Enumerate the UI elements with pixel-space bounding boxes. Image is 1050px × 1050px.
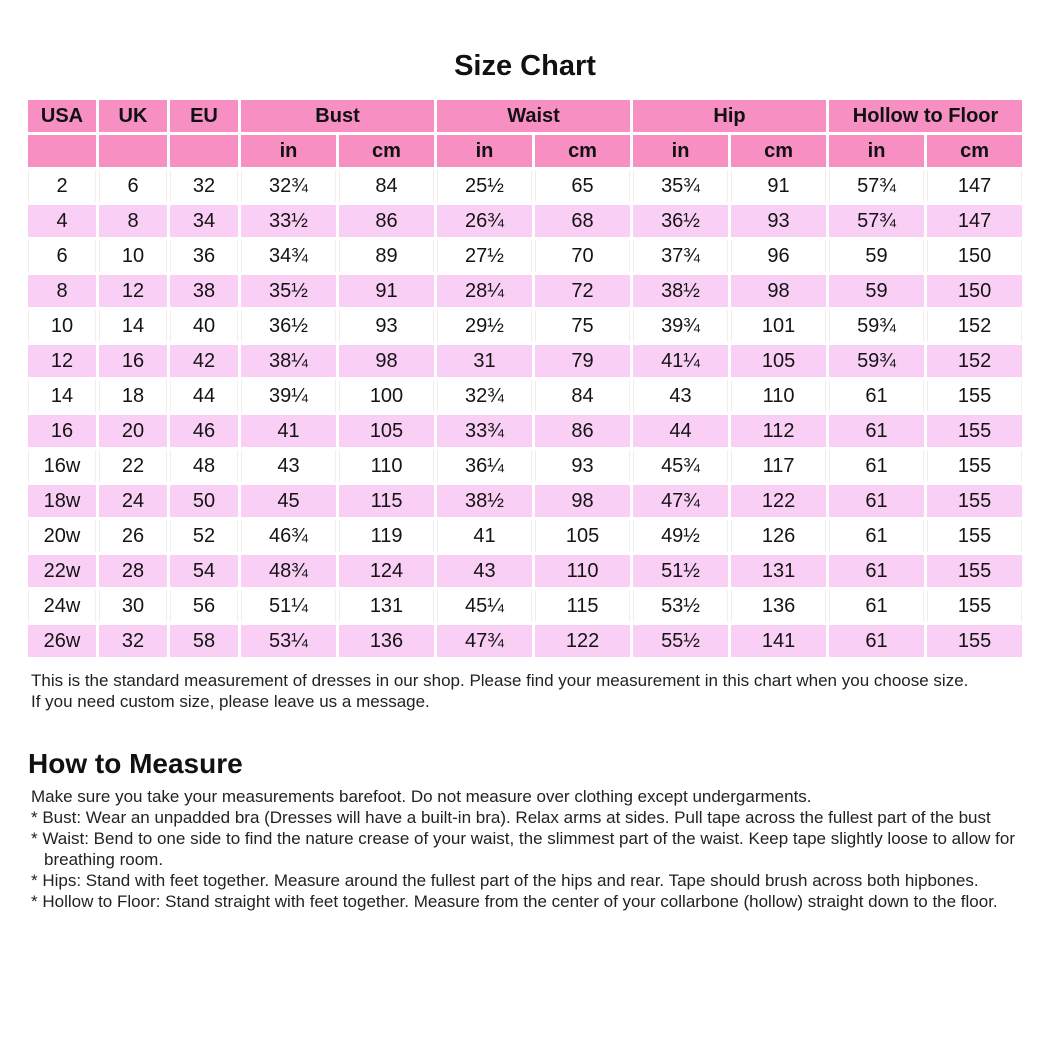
table-cell: 38 xyxy=(170,275,238,307)
table-cell: 26w xyxy=(28,625,96,657)
measure-line: * Waist: Bend to one side to find the nature crease of your waist, the slimmest part of the waist. Keep tape slightly loose to allow for xyxy=(31,829,1015,848)
table-cell: 93 xyxy=(339,310,434,342)
table-cell: 110 xyxy=(731,380,826,412)
table-cell: 61 xyxy=(829,485,924,517)
measure-line: Make sure you take your measurements barefoot. Do not measure over clothing except undergarments. xyxy=(31,787,812,806)
table-cell: 141 xyxy=(731,625,826,657)
table-cell: 32 xyxy=(170,170,238,202)
table-cell: 20 xyxy=(99,415,167,447)
unit-header-empty xyxy=(170,135,238,167)
table-cell: 41 xyxy=(241,415,336,447)
table-cell: 56 xyxy=(170,590,238,622)
unit-header-empty xyxy=(99,135,167,167)
table-cell: 51¼ xyxy=(241,590,336,622)
table-cell: 36½ xyxy=(241,310,336,342)
table-cell: 45¼ xyxy=(437,590,532,622)
table-cell: 24 xyxy=(99,485,167,517)
table-cell: 155 xyxy=(927,555,1022,587)
measure-line: * Hips: Stand with feet together. Measure around the fullest part of the hips and rear. Tape should brush across both hipbones. xyxy=(31,871,979,890)
table-cell: 45¾ xyxy=(633,450,728,482)
table-cell: 31 xyxy=(437,345,532,377)
table-cell: 37¾ xyxy=(633,240,728,272)
table-cell: 12 xyxy=(99,275,167,307)
table-cell: 155 xyxy=(927,380,1022,412)
table-cell: 122 xyxy=(535,625,630,657)
table-cell: 38½ xyxy=(437,485,532,517)
table-cell: 150 xyxy=(927,240,1022,272)
table-row-size-20w xyxy=(28,520,1022,552)
table-cell: 36 xyxy=(170,240,238,272)
table-cell: 12 xyxy=(28,345,96,377)
note-line: This is the standard measurement of dresses in our shop. Please find your measurement in this chart when you choose size. xyxy=(31,671,969,690)
table-cell: 58 xyxy=(170,625,238,657)
table-row-size-6 xyxy=(28,240,1022,272)
table-cell: 86 xyxy=(535,415,630,447)
table-cell: 84 xyxy=(339,170,434,202)
table-cell: 105 xyxy=(535,520,630,552)
table-cell: 39¾ xyxy=(633,310,728,342)
table-cell: 98 xyxy=(535,485,630,517)
table-cell: 59 xyxy=(829,275,924,307)
table-cell: 59 xyxy=(829,240,924,272)
table-cell: 39¼ xyxy=(241,380,336,412)
table-cell: 29½ xyxy=(437,310,532,342)
table-cell: 155 xyxy=(927,415,1022,447)
table-cell: 27½ xyxy=(437,240,532,272)
table-cell: 115 xyxy=(339,485,434,517)
table-cell: 52 xyxy=(170,520,238,552)
table-cell: 152 xyxy=(927,310,1022,342)
size-notes xyxy=(31,670,1050,712)
table-cell: 8 xyxy=(99,205,167,237)
header-row-groups xyxy=(28,100,1022,132)
table-cell: 84 xyxy=(535,380,630,412)
table-cell: 46¾ xyxy=(241,520,336,552)
table-cell: 152 xyxy=(927,345,1022,377)
table-row-size-2 xyxy=(28,170,1022,202)
how-to-measure-instructions xyxy=(31,786,1050,912)
column-header-hollow-to-floor: Hollow to Floor xyxy=(829,100,1022,132)
column-header-eu: EU xyxy=(170,100,238,132)
size-chart-table xyxy=(25,97,1025,660)
table-cell: 49½ xyxy=(633,520,728,552)
table-cell: 47¾ xyxy=(633,485,728,517)
table-cell: 25½ xyxy=(437,170,532,202)
table-cell: 32¾ xyxy=(437,380,532,412)
table-row-size-10 xyxy=(28,310,1022,342)
table-cell: 44 xyxy=(170,380,238,412)
unit-header-empty xyxy=(28,135,96,167)
table-cell: 42 xyxy=(170,345,238,377)
table-cell: 35½ xyxy=(241,275,336,307)
header-row-units xyxy=(28,135,1022,167)
table-cell: 33¾ xyxy=(437,415,532,447)
column-header-hip: Hip xyxy=(633,100,826,132)
table-cell: 59¾ xyxy=(829,310,924,342)
table-cell: 46 xyxy=(170,415,238,447)
table-cell: 155 xyxy=(927,485,1022,517)
table-cell: 105 xyxy=(731,345,826,377)
measure-line: * Bust: Wear an unpadded bra (Dresses will have a built-in bra). Relax arms at sides. Pull tape across the fullest part of the bust xyxy=(31,808,991,827)
table-cell: 2 xyxy=(28,170,96,202)
table-cell: 101 xyxy=(731,310,826,342)
table-cell: 6 xyxy=(99,170,167,202)
table-cell: 98 xyxy=(339,345,434,377)
table-row-size-16 xyxy=(28,415,1022,447)
unit-header-in: in xyxy=(241,135,336,167)
table-cell: 22w xyxy=(28,555,96,587)
table-cell: 16 xyxy=(99,345,167,377)
column-header-uk: UK xyxy=(99,100,167,132)
table-cell: 136 xyxy=(731,590,826,622)
table-row-size-12 xyxy=(28,345,1022,377)
table-cell: 26¾ xyxy=(437,205,532,237)
table-cell: 54 xyxy=(170,555,238,587)
table-cell: 147 xyxy=(927,170,1022,202)
table-cell: 40 xyxy=(170,310,238,342)
table-cell: 28¼ xyxy=(437,275,532,307)
table-cell: 22 xyxy=(99,450,167,482)
table-cell: 72 xyxy=(535,275,630,307)
table-cell: 65 xyxy=(535,170,630,202)
table-cell: 115 xyxy=(535,590,630,622)
table-cell: 26 xyxy=(99,520,167,552)
column-header-waist: Waist xyxy=(437,100,630,132)
unit-header-cm: cm xyxy=(731,135,826,167)
table-cell: 20w xyxy=(28,520,96,552)
table-cell: 44 xyxy=(633,415,728,447)
table-row-size-18w xyxy=(28,485,1022,517)
table-cell: 43 xyxy=(241,450,336,482)
table-cell: 68 xyxy=(535,205,630,237)
table-cell: 45 xyxy=(241,485,336,517)
table-cell: 30 xyxy=(99,590,167,622)
table-cell: 28 xyxy=(99,555,167,587)
table-cell: 147 xyxy=(927,205,1022,237)
table-cell: 122 xyxy=(731,485,826,517)
table-cell: 8 xyxy=(28,275,96,307)
table-cell: 53¼ xyxy=(241,625,336,657)
table-cell: 131 xyxy=(731,555,826,587)
table-cell: 36¼ xyxy=(437,450,532,482)
table-row-size-16w xyxy=(28,450,1022,482)
table-cell: 16w xyxy=(28,450,96,482)
table-cell: 14 xyxy=(28,380,96,412)
table-cell: 131 xyxy=(339,590,434,622)
table-cell: 91 xyxy=(731,170,826,202)
unit-header-in: in xyxy=(633,135,728,167)
table-cell: 50 xyxy=(170,485,238,517)
table-cell: 110 xyxy=(339,450,434,482)
table-cell: 43 xyxy=(633,380,728,412)
table-cell: 150 xyxy=(927,275,1022,307)
how-to-measure-heading: How to Measure xyxy=(28,748,243,779)
table-cell: 70 xyxy=(535,240,630,272)
table-cell: 61 xyxy=(829,590,924,622)
note-line: If you need custom size, please leave us a message. xyxy=(31,692,430,711)
table-cell: 18 xyxy=(99,380,167,412)
table-cell: 119 xyxy=(339,520,434,552)
table-row-size-4 xyxy=(28,205,1022,237)
table-cell: 93 xyxy=(731,205,826,237)
unit-header-cm: cm xyxy=(535,135,630,167)
table-cell: 100 xyxy=(339,380,434,412)
column-header-bust: Bust xyxy=(241,100,434,132)
table-cell: 10 xyxy=(28,310,96,342)
table-cell: 61 xyxy=(829,520,924,552)
table-cell: 47¾ xyxy=(437,625,532,657)
table-cell: 98 xyxy=(731,275,826,307)
table-cell: 155 xyxy=(927,625,1022,657)
table-cell: 91 xyxy=(339,275,434,307)
table-cell: 57¾ xyxy=(829,170,924,202)
table-cell: 41 xyxy=(437,520,532,552)
measure-line: * Hollow to Floor: Stand straight with feet together. Measure from the center of your collarbone (hollow) straight down to the floor. xyxy=(31,892,998,911)
column-header-usa: USA xyxy=(28,100,96,132)
table-cell: 43 xyxy=(437,555,532,587)
table-cell: 51½ xyxy=(633,555,728,587)
table-cell: 117 xyxy=(731,450,826,482)
table-cell: 61 xyxy=(829,415,924,447)
table-cell: 112 xyxy=(731,415,826,447)
table-cell: 24w xyxy=(28,590,96,622)
table-cell: 105 xyxy=(339,415,434,447)
table-cell: 75 xyxy=(535,310,630,342)
page-title: Size Chart xyxy=(454,50,596,82)
table-cell: 10 xyxy=(99,240,167,272)
table-row-size-26w xyxy=(28,625,1022,657)
table-cell: 61 xyxy=(829,625,924,657)
table-cell: 110 xyxy=(535,555,630,587)
unit-header-cm: cm xyxy=(927,135,1022,167)
table-cell: 55½ xyxy=(633,625,728,657)
table-cell: 124 xyxy=(339,555,434,587)
table-row-size-8 xyxy=(28,275,1022,307)
table-cell: 32 xyxy=(99,625,167,657)
table-cell: 53½ xyxy=(633,590,728,622)
table-cell: 61 xyxy=(829,555,924,587)
table-row-size-24w xyxy=(28,590,1022,622)
table-cell: 36½ xyxy=(633,205,728,237)
table-cell: 126 xyxy=(731,520,826,552)
table-cell: 48 xyxy=(170,450,238,482)
measure-line: breathing room. xyxy=(44,850,164,869)
unit-header-in: in xyxy=(437,135,532,167)
table-cell: 18w xyxy=(28,485,96,517)
table-cell: 41¼ xyxy=(633,345,728,377)
table-cell: 38½ xyxy=(633,275,728,307)
unit-header-cm: cm xyxy=(339,135,434,167)
unit-header-in: in xyxy=(829,135,924,167)
table-cell: 79 xyxy=(535,345,630,377)
table-cell: 57¾ xyxy=(829,205,924,237)
table-cell: 61 xyxy=(829,380,924,412)
table-cell: 4 xyxy=(28,205,96,237)
table-cell: 35¾ xyxy=(633,170,728,202)
table-cell: 155 xyxy=(927,590,1022,622)
table-cell: 59¾ xyxy=(829,345,924,377)
table-cell: 89 xyxy=(339,240,434,272)
table-cell: 155 xyxy=(927,450,1022,482)
table-row-size-14 xyxy=(28,380,1022,412)
table-cell: 96 xyxy=(731,240,826,272)
table-cell: 34¾ xyxy=(241,240,336,272)
table-row-size-22w xyxy=(28,555,1022,587)
table-cell: 48¾ xyxy=(241,555,336,587)
table-cell: 93 xyxy=(535,450,630,482)
table-cell: 6 xyxy=(28,240,96,272)
table-cell: 61 xyxy=(829,450,924,482)
table-cell: 34 xyxy=(170,205,238,237)
table-cell: 136 xyxy=(339,625,434,657)
table-cell: 155 xyxy=(927,520,1022,552)
table-cell: 33½ xyxy=(241,205,336,237)
table-cell: 38¼ xyxy=(241,345,336,377)
table-cell: 14 xyxy=(99,310,167,342)
table-cell: 86 xyxy=(339,205,434,237)
table-cell: 32¾ xyxy=(241,170,336,202)
table-cell: 16 xyxy=(28,415,96,447)
